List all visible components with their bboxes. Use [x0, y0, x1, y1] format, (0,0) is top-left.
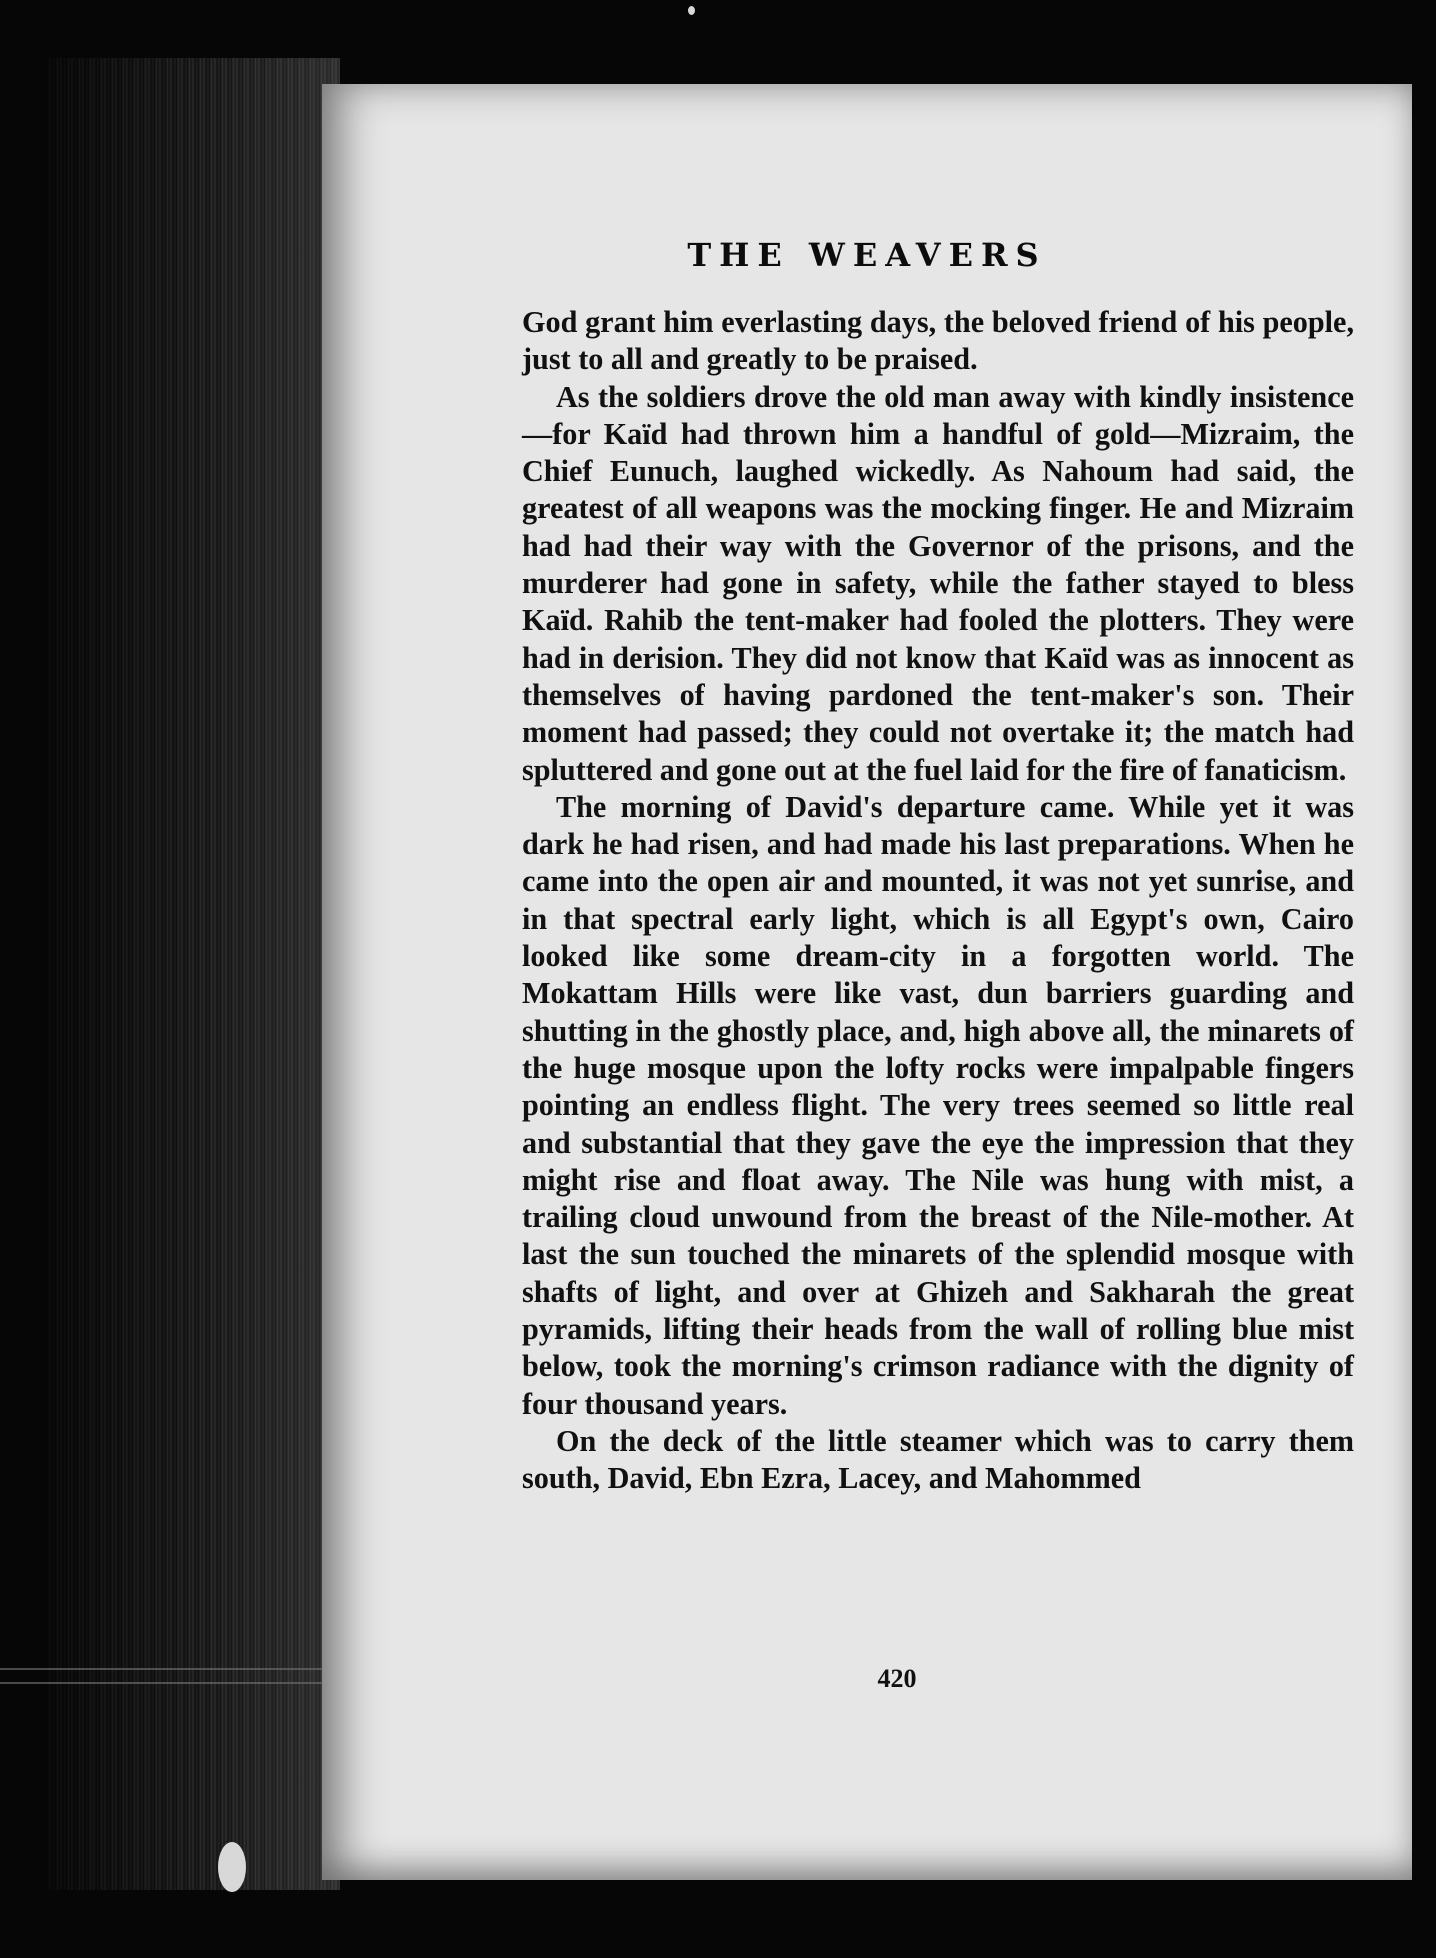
page-number: 420 — [877, 1664, 917, 1693]
paragraph: God grant him everlasting days, the beloved friend of his people, just to all and greatly to be praised. — [522, 305, 1354, 377]
paragraph: As the soldiers drove the old man away with kindly insistence—for Kaïd had thrown him a handful of gold—Mizraim, the Chief Eunuch, laughed wickedly. As Nahoum had said, the greatest of all weapons was the mocking finger. He and Mizraim had had their way with the Governor of the prisons, and the murderer had gone in safety, while the father stayed to bless Kaïd. Rahib the tent-maker had fooled the plotters. They were had in derision. They did not know that Kaïd was as innocent as themselves of having pardoned the tent-maker's son. Their moment had passed; they could not overtake it; the match had spluttered and gone out at the fuel laid for the fire of fanaticism. — [522, 379, 1354, 787]
dust-speck — [688, 6, 695, 15]
paragraph: On the deck of the little steamer which was to carry them south, David, Ebn Ezra, Lacey, and Mahommed — [522, 1423, 1354, 1496]
edge-scan-line — [0, 1668, 340, 1670]
paragraph: The morning of David's departure came. While yet it was dark he had risen, and had made his last preparations. When he came into the open air and mounted, it was not yet sunrise, and in that spectral early light, which is all Egypt's own, Cairo looked like some dream-city in a forgotten world. The Mokattam Hills were like vast, dun barriers guarding and shutting in the ghostly place, and, high above all, the minarets of the huge mosque upon the lofty rocks were impalpable fingers pointing an endless flight. The very trees seemed so little real and substantial that they gave the eye the impression that they might rise and float away. The Nile was hung with mist, a trailing cloud unwound from the breast of the Nile-mother. At last the sun touched the minarets of the splendid mosque with shafts of light, and over at Ghizeh and Sakharah the great pyramids, lifting their heads from the wall of rolling blue mist below, took the morning's crimson radiance with the dignity of four thousand years. — [522, 789, 1354, 1421]
book-page-edges — [48, 58, 340, 1890]
running-head: THE WEAVERS — [687, 236, 1047, 274]
edge-scan-line — [0, 1682, 340, 1684]
page-body — [522, 304, 1354, 1498]
dust-speck — [218, 1842, 246, 1892]
